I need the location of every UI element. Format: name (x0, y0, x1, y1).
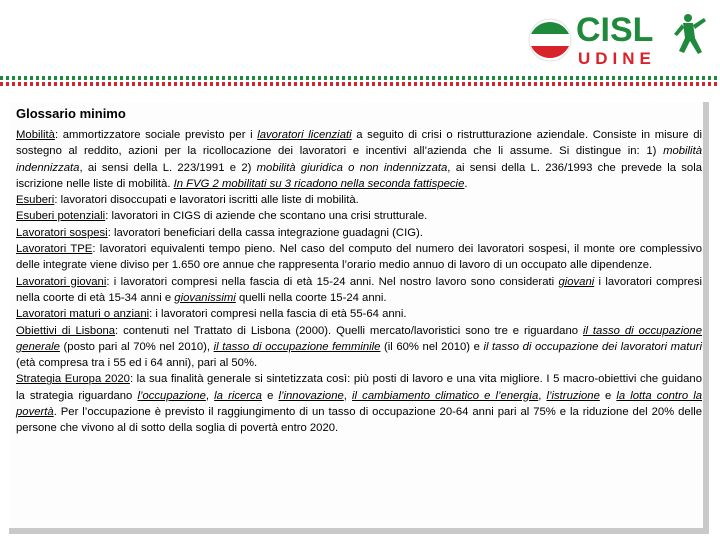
glossary-entry (16, 225, 702, 241)
glossary-text: : lavoratori disoccupati e lavoratori iscritti alle liste di mobilità. (54, 194, 359, 207)
glossary-entry (16, 371, 702, 436)
glossary-entry (16, 323, 702, 372)
glossary-text: , ai sensi della L. 236/1993 che prevede la sola iscrizione nelle liste di mobilità. (16, 161, 702, 190)
glossary-text: e (261, 389, 279, 402)
glossary-text: In FVG 2 mobilitati su 3 ricadono nella seconda fattispecie (173, 177, 465, 190)
glossary-text: : i lavoratori compresi nella fascia di età 15-24 anni. Nel nostro lavoro sono considerati (106, 275, 559, 288)
glossary-text: la lotta contro la povertà (16, 389, 703, 419)
runner-figure-icon (674, 14, 706, 54)
glossary-text: (il 60% nel 2010) e (380, 340, 484, 353)
glossary-text: il tasso di occupazione dei lavoratori maturi (483, 340, 702, 353)
glossary-entry (16, 306, 702, 322)
glossary-term: Lavoratori TPE (16, 243, 93, 256)
glossary-entry (16, 208, 702, 224)
glossary-entry (16, 241, 702, 274)
glossary-text: il tasso di occupazione femminile (213, 340, 381, 353)
glossary-text: lavoratori licenziati (257, 129, 352, 141)
glossary-text: : la sua finalità generale si sintetizzata così: più posti di lavoro e una vita migliore. I 5 macro-obiettivi che guidano la strategia riguardano (16, 373, 702, 402)
header-divider-band (0, 76, 720, 86)
glossary-term: Esuberi (16, 194, 55, 207)
glossary-text: a seguito di crisi o ristrutturazione aziendale. Consiste in misure di sostegno al reddito, azioni per la ricollocazione dei lavoratori e incentivi all’azienda che li assume. Si distingue in: 1) (16, 129, 703, 158)
glossary-term: Obiettivi di Lisbona (16, 324, 116, 337)
glossary-text: l’occupazione (137, 389, 206, 402)
logo-flag-icon (529, 19, 571, 61)
glossary-body (16, 127, 702, 437)
glossary-text: : ammortizzatore sociale previsto per i (54, 129, 258, 141)
glossary-text: , (343, 389, 353, 402)
glossary-text: : lavoratori in CIGS di aziende che scontano una crisi strutturale. (105, 210, 428, 223)
glossary-term: Mobilità (16, 129, 55, 141)
glossary-text: l’innovazione (278, 389, 344, 402)
glossary-text: giovanissimi (174, 291, 236, 304)
glossary-text: mobilità giuridica o non indennizzata (256, 161, 448, 174)
logo-udine-text: UDINE (578, 49, 656, 68)
glossary-text: l’istruzione (546, 389, 600, 402)
glossary-text: (posto pari al 70% nel 2010), (59, 340, 214, 353)
glossary-text: mobilità indennizzata (16, 145, 702, 174)
glossary-text: : lavoratori beneficiari della cassa integrazione guadagni (CIG). (107, 226, 423, 239)
glossary-entry (16, 127, 702, 192)
glossary-text: il cambiamento climatico e l’energia (352, 389, 539, 402)
glossary-term: Lavoratori giovani (16, 275, 107, 288)
glossary-text: giovani (558, 275, 595, 288)
glossary-term: Lavoratori maturi o anziani (16, 308, 150, 321)
glossary-text: , (538, 389, 547, 402)
glossary-text: . (464, 177, 468, 190)
logo-cisl-text: CISL (576, 11, 654, 49)
glossary-text: la ricerca (214, 389, 262, 402)
glossary-entry (16, 192, 702, 208)
glossary-term: Esuberi potenziali (16, 210, 106, 223)
glossary-text: il tasso di occupazione generale (16, 324, 702, 353)
glossary-term: Strategia Europa 2020 (16, 373, 130, 386)
glossary-text: . Per l’occupazione è previsto il raggiungimento di un tasso di occupazione 20-64 anni pari al 75% e la riduzione del 20% delle persone che vivono al di sotto della soglia di povertà entro 2020. (16, 406, 702, 435)
glossary-term: Lavoratori sospesi (16, 226, 108, 239)
glossary-entry (16, 274, 702, 307)
cisl-udine-logo (528, 8, 713, 70)
glossary-text: i lavoratori compresi nella coorte di età 15-34 anni e (16, 275, 702, 304)
glossary-text: , (205, 389, 215, 402)
glossary-text: (età compresa tra i 55 ed i 64 anni), pari al 50%. (16, 357, 258, 370)
glossary-text: : i lavoratori compresi nella fascia di età 55-64 anni. (149, 308, 407, 321)
glossary-title: Glossario minimo (16, 106, 126, 121)
glossary-text: e (599, 389, 617, 402)
glossary-text: , ai sensi della L. 223/1991 e 2) (79, 161, 257, 174)
glossary-text: : contenuti nel Trattato di Lisbona (2000). Quelli mercato/lavoristici sono tre e riguardano (115, 324, 583, 337)
glossary-text: : lavoratori equivalenti tempo pieno. Nel caso del computo del numero dei lavoratori sospesi, il monte ore complessivo delle integrate viene diviso per 1.650 ore annue che rappresenta l’orario medio annuo di lavoro di un occupato alle dipendenze. (16, 243, 703, 272)
glossary-text: quelli nella coorte 15-24 anni. (235, 291, 387, 304)
